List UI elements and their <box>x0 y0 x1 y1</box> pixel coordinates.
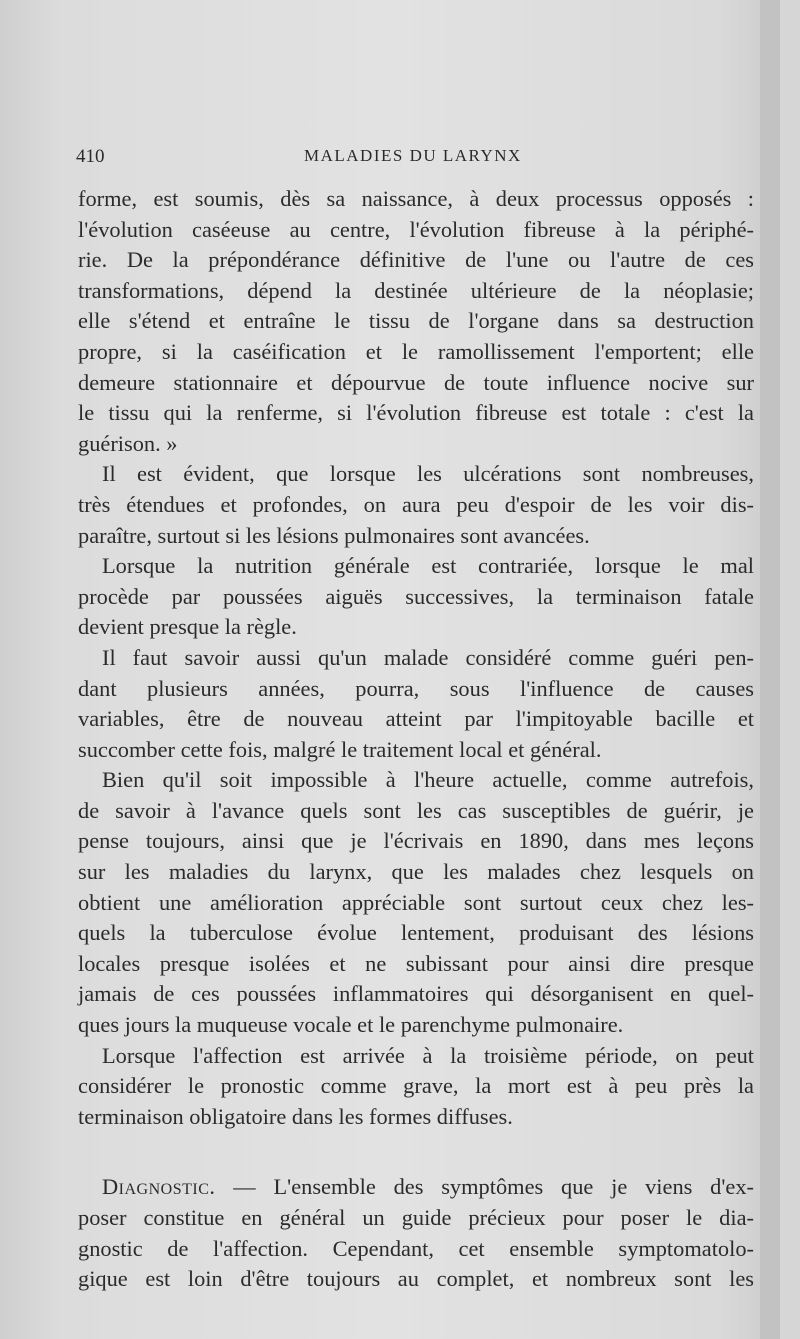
text-line: locales presque isolées et ne subissant pour ainsi dire presque <box>78 950 754 976</box>
running-title: MALADIES DU LARYNX <box>304 146 522 165</box>
text-line: l'évolution caséeuse au centre, l'évolution fibreuse à la périphé- <box>78 216 754 242</box>
page-number: 410 <box>76 146 105 167</box>
text-line: pense toujours, ainsi que je l'écrivais en 1890, dans mes leçons <box>78 828 754 854</box>
text-line: demeure stationnaire et dépourvue de toute influence nocive sur <box>78 369 754 395</box>
text-line: forme, est soumis, dès sa naissance, à deux processus opposés : <box>78 186 754 211</box>
text-line: succomber cette fois, malgré le traitement local et général. <box>78 736 602 762</box>
text-line: Lorsque la nutrition générale est contrariée, lorsque le mal <box>102 553 754 579</box>
text-line: terminaison obligatoire dans les formes diffuses. <box>78 1103 513 1129</box>
text-line: le tissu qui la renferme, si l'évolution fibreuse est totale : c'est la <box>78 400 754 426</box>
text-line: gique est loin d'être toujours au complet, et nombreux sont les <box>78 1266 754 1292</box>
text-line: paraître, surtout si les lésions pulmonaires sont avancées. <box>78 522 590 548</box>
text-line <box>78 1172 754 1203</box>
paragraph <box>78 551 754 643</box>
text-line: propre, si la caséification et le ramollissement l'emportent; elle <box>78 338 754 364</box>
text-line: transformations, dépend la destinée ultérieure de la néoplasie; <box>78 277 754 303</box>
text-line: rie. De la prépondérance définitive de l'une ou l'autre de ces <box>78 247 754 273</box>
text-line: Il est évident, que lorsque les ulcérations sont nombreuses, <box>102 461 754 487</box>
page-body <box>78 184 754 1295</box>
section-heading: Diagnostic. <box>102 1174 216 1200</box>
text-line: ques jours la muqueuse vocale et le parenchyme pulmonaire. <box>78 1012 624 1038</box>
text-line: obtient une amélioration appréciable sont surtout ceux chez les- <box>78 889 754 915</box>
text-line: variables, être de nouveau atteint par l'impitoyable bacille et <box>78 706 754 732</box>
text-line: elle s'étend et entraîne le tissu de l'organe dans sa destruction <box>78 308 754 334</box>
text-line: Il faut savoir aussi qu'un malade considéré comme guéri pen- <box>102 644 754 670</box>
page-edge-shadow <box>760 0 780 1339</box>
text-line: procède par poussées aiguës successives, la terminaison fatale <box>78 583 754 609</box>
paragraph <box>78 184 754 459</box>
text-line: Bien qu'il soit impossible à l'heure actuelle, comme autrefois, <box>102 767 754 793</box>
paragraph <box>78 643 754 765</box>
text-line: quels la tuberculose évolue lentement, produisant des lésions <box>78 920 754 946</box>
text-line: sur les maladies du larynx, que les malades chez lesquels on <box>78 859 754 885</box>
page-header <box>76 146 756 176</box>
paragraph <box>78 1041 754 1133</box>
text-line: guérison. » <box>78 430 178 456</box>
text-line: devient presque la règle. <box>78 614 297 640</box>
text-line: très étendues et profondes, on aura peu d'espoir de les voir dis- <box>78 491 754 517</box>
text-line: gnostic de l'affection. Cependant, cet ensemble symptomatolo- <box>78 1235 754 1261</box>
diagnostic-section <box>78 1172 754 1294</box>
text-line: Lorsque l'affection est arrivée à la troisième période, on peut <box>102 1042 754 1068</box>
section-text: — L'ensemble des symptômes que je viens d'ex- <box>215 1174 754 1200</box>
section-gap <box>78 1132 754 1172</box>
paragraph <box>78 765 754 1040</box>
text-line: de savoir à l'avance quels sont les cas susceptibles de guérir, je <box>78 797 754 823</box>
text-line: dant plusieurs années, pourra, sous l'influence de causes <box>78 675 754 701</box>
text-line: considérer le pronostic comme grave, la mort est à peu près la <box>78 1073 754 1099</box>
text-line: jamais de ces poussées inflammatoires qui désorganisent en quel- <box>78 981 754 1007</box>
text-line: poser constitue en général un guide précieux pour poser le dia- <box>78 1205 754 1230</box>
paragraph <box>78 459 754 551</box>
